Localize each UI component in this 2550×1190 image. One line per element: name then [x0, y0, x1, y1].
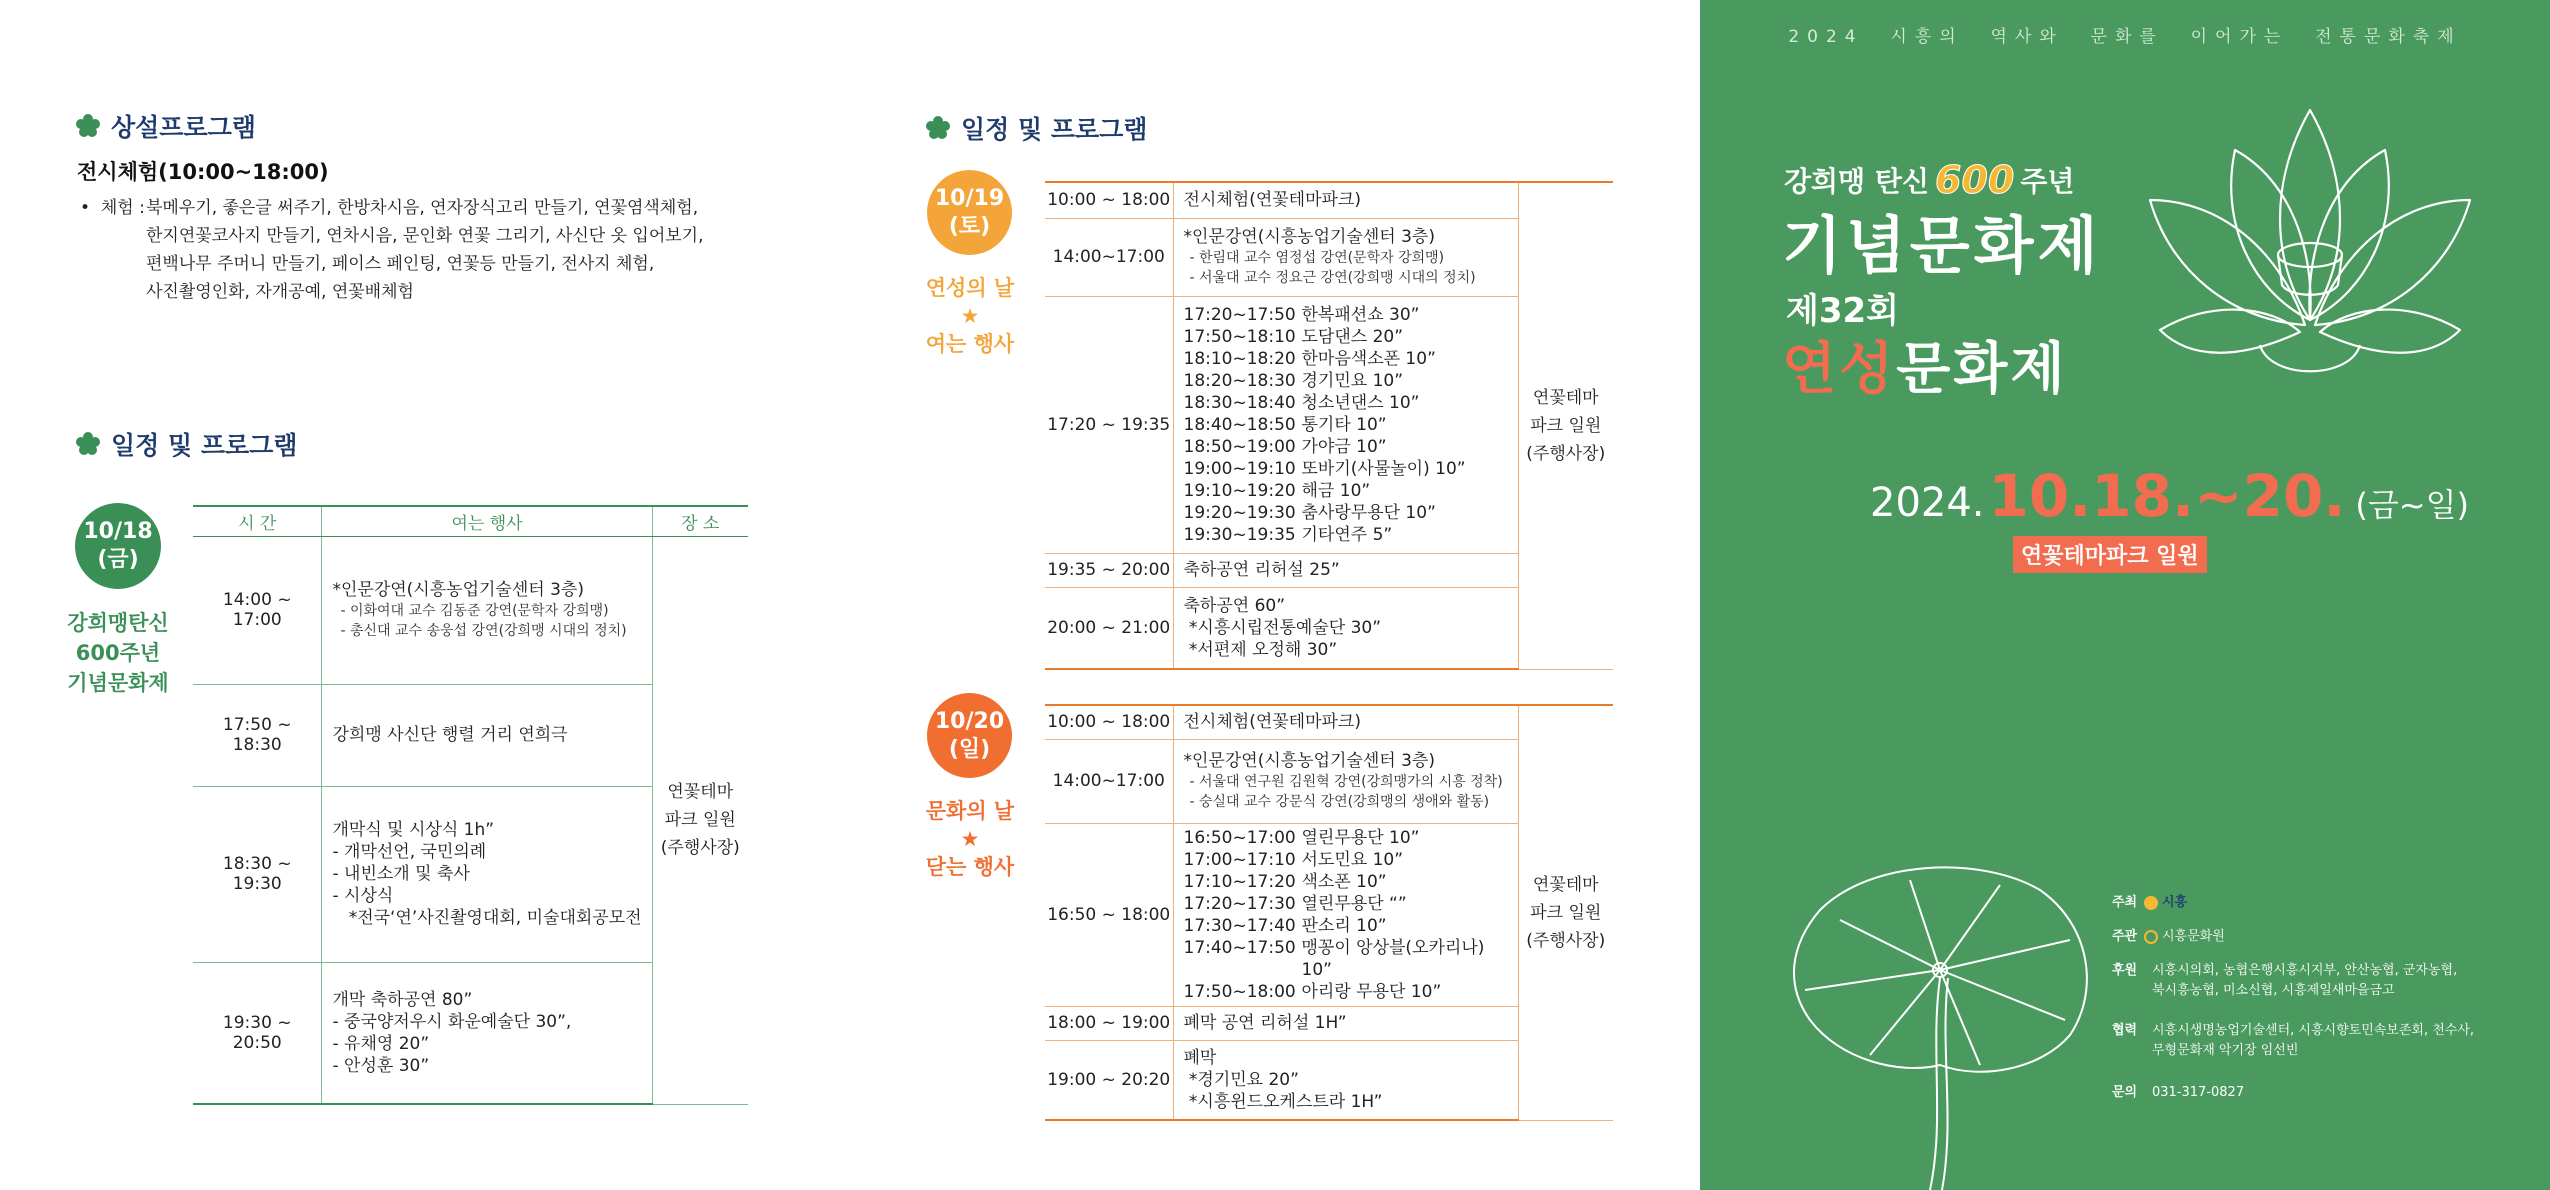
credit-row — [2112, 961, 2532, 1001]
place-line: 파크 일원 — [1530, 415, 1602, 436]
row-event: 전시체험(연꽃테마파크) — [1173, 705, 1518, 739]
performance-time: 17:10~17:20 — [1183, 871, 1296, 892]
event-line: 폐막 — [1183, 1047, 1217, 1068]
row-place — [1518, 182, 1613, 669]
lotus-leaf-illustration — [1780, 850, 2110, 1190]
place-line: 파크 일원 — [1530, 902, 1602, 923]
row-event: 폐막 공연 리허설 1H” — [1173, 1006, 1518, 1040]
festival-title-rest: 문화제 — [1896, 337, 2068, 402]
performance-time: 17:30~17:40 — [1183, 915, 1296, 936]
event-line: *시흥윈드오케스트라 1H” — [1183, 1091, 1383, 1112]
performance-list — [1184, 304, 1508, 546]
table-row — [1045, 182, 1613, 218]
row-time: 18:00 ~ 19:00 — [1045, 1006, 1173, 1040]
row-time: 14:00~17:00 — [1045, 218, 1173, 296]
experience-line: 한지연꽃코사지 만들기, 연차시음, 문인화 연꽃 그리기, 사신단 옷 입어보기, — [146, 226, 704, 246]
credits — [2112, 893, 2532, 1103]
event-date — [1870, 462, 2469, 530]
row-time: 14:00~17:00 — [1045, 739, 1173, 823]
date-badge-day: (토) — [948, 213, 991, 239]
credit-label: 후원 — [2112, 963, 2138, 978]
performance-time: 19:30~19:35 — [1183, 524, 1296, 545]
row-event: 강희맹 사신단 행렬 거리 연희극 — [322, 684, 652, 786]
middle-schedule-heading — [925, 110, 1147, 146]
row-place — [652, 536, 748, 1104]
event-detail: - 한림대 교수 염정섭 강연(문학자 강희맹) — [1189, 250, 1445, 266]
event-line: - 시상식 — [332, 886, 394, 906]
performance-name: 가야금 10” — [1301, 436, 1387, 457]
credit-value: 시흥문화원 — [2162, 929, 2225, 944]
side-label-line: 기념문화제 — [67, 671, 169, 695]
performance-name: 청소년댄스 10” — [1301, 392, 1420, 413]
schedule-heading-text: 일정 및 프로그램 — [111, 431, 298, 460]
performance-time: 19:00~19:10 — [1183, 458, 1296, 479]
performance-name: 한마음색소폰 10” — [1301, 348, 1436, 369]
schedule-heading — [75, 426, 297, 462]
event-detail: - 총신대 교수 송웅섭 강연(강희맹 시대의 정치) — [340, 623, 627, 639]
permanent-heading — [75, 108, 256, 144]
performance-name: 서도민요 10” — [1301, 849, 1404, 870]
festival-title-accent: 연성 — [1782, 337, 1897, 402]
event-line: *전국‘연’사진촬영대회, 미술대회공모전 — [332, 908, 642, 928]
performance-name: 기타연주 5” — [1301, 524, 1393, 545]
flower-icon — [75, 113, 101, 139]
row-time: 17:20 ~ 19:35 — [1045, 296, 1173, 553]
event-line: *인문강연(시흥농업기술센터 3층) — [332, 580, 584, 600]
row-event — [322, 786, 652, 962]
date-badge-1020 — [927, 693, 1012, 778]
main-title: 기념문화제 — [1782, 209, 2102, 282]
experience-line: 편백나무 주머니 만들기, 페이스 페인팅, 연꽃등 만들기, 전사지 체험, — [146, 254, 655, 274]
event-line: *시흥시립전통예술단 30” — [1183, 617, 1382, 638]
table-row — [193, 536, 748, 684]
row-event: 전시체험(연꽃테마파크) — [1173, 182, 1518, 218]
performance-time: 19:10~19:20 — [1183, 480, 1296, 501]
place-line: (주행사장) — [1526, 930, 1606, 951]
schedule-table-1018 — [193, 505, 748, 1105]
exhibition-title: 전시체험(10:00~18:00) — [77, 160, 329, 184]
performance-time: 18:50~19:00 — [1183, 436, 1296, 457]
performance-name: 통기타 10” — [1301, 414, 1387, 435]
credit-value: 시흥시생명농업기술센터, 시흥시향토민속보존회, 천수사, 무형문화재 악기장 임선빈 — [2152, 1023, 2475, 1058]
experience-line: 사진촬영인화, 자개공예, 연꽃배체험 — [146, 282, 414, 302]
date-range: 10.18.~20. — [1988, 462, 2346, 530]
credit-value: 시흥 — [2162, 895, 2188, 910]
row-time: 10:00 ~ 18:00 — [1045, 705, 1173, 739]
row-event: 축하공연 리허설 25” — [1173, 553, 1518, 587]
row-time: 16:50 ~ 18:00 — [1045, 823, 1173, 1006]
event-line: *인문강연(시흥농업기술센터 3층) — [1183, 227, 1435, 247]
place-line: 연꽃테마 — [1532, 874, 1599, 895]
side-label-line: 강희맹탄신 — [67, 611, 169, 635]
header-time: 시 간 — [193, 506, 322, 536]
place-line: 파크 일원 — [664, 810, 736, 830]
performance-name: 맹꽁이 앙상블(오카리나) 10” — [1301, 937, 1485, 980]
event-line: - 유채영 20” — [332, 1033, 430, 1054]
experience-line: 북메우기, 좋은글 써주기, 한방차시음, 연자장식고리 만들기, 연꽃염색체험, — [146, 198, 699, 218]
credit-row — [2112, 927, 2532, 947]
row-event — [1173, 218, 1518, 296]
row-time: 20:00 ~ 21:00 — [1045, 587, 1173, 669]
credit-label: 주최 — [2112, 895, 2138, 910]
side-label-line: 닫는 행사 — [925, 855, 1015, 879]
event-line: *서편제 오정해 30” — [1183, 639, 1338, 660]
cover-tagline: 2024 시흥의 역사와 문화를 이어가는 전통문화축제 — [1788, 27, 2462, 47]
date-badge-date: 10/18 — [83, 519, 153, 544]
place-line: (주행사장) — [660, 838, 740, 858]
side-label-line: 문화의 날 — [925, 799, 1015, 823]
anniversary-post: 주년 — [2020, 165, 2075, 198]
credit-value: 031-317-0827 — [2152, 1085, 2245, 1100]
side-label-1020 — [905, 797, 1035, 881]
row-event — [1173, 739, 1518, 823]
permanent-heading-text: 상설프로그램 — [111, 113, 256, 142]
place-line: (주행사장) — [1526, 443, 1606, 464]
credit-row — [2112, 1021, 2532, 1061]
row-event — [1173, 296, 1518, 553]
row-time: 14:00 ~ 17:00 — [193, 536, 322, 684]
side-label-1018 — [55, 608, 181, 698]
performance-name: 열린무용단 “” — [1301, 893, 1407, 914]
credit-label: 문의 — [2112, 1085, 2138, 1100]
event-line: *인문강연(시흥농업기술센터 3층) — [1183, 751, 1435, 771]
date-days: (금~일) — [2355, 486, 2469, 524]
event-line: 개막 축하공연 80” — [332, 989, 473, 1010]
performance-time: 18:10~18:20 — [1183, 348, 1296, 369]
date-badge-day: (금) — [97, 547, 139, 572]
anniversary-number: 600 — [1935, 158, 2015, 202]
performance-time: 18:30~18:40 — [1183, 392, 1296, 413]
performance-time: 18:40~18:50 — [1183, 414, 1296, 435]
experience-list — [80, 194, 740, 306]
row-time: 19:00 ~ 20:20 — [1045, 1040, 1173, 1120]
row-time: 10:00 ~ 18:00 — [1045, 182, 1173, 218]
event-line: 축하공연 60” — [1183, 595, 1286, 616]
performance-time: 19:20~19:30 — [1183, 502, 1296, 523]
event-line: - 내빈소개 및 축사 — [332, 864, 470, 884]
credit-label: 협력 — [2112, 1023, 2138, 1038]
performance-name: 도담댄스 20” — [1301, 326, 1404, 347]
performance-name: 한복패션쇼 30” — [1301, 304, 1420, 325]
performance-time: 17:40~17:50 — [1183, 937, 1296, 958]
side-label-line: 600주년 — [75, 641, 161, 665]
row-event — [1173, 823, 1518, 1006]
credit-row — [2112, 893, 2532, 913]
date-badge-date: 10/20 — [934, 708, 1005, 734]
flower-icon — [925, 115, 951, 141]
culture-center-logo-icon — [2144, 930, 2158, 944]
date-badge-day: (일) — [948, 736, 991, 762]
schedule-table-1019 — [1045, 181, 1613, 670]
performance-name: 경기민요 10” — [1301, 370, 1404, 391]
sponsor-logo-icon — [2144, 896, 2158, 910]
event-line: - 안성훈 30” — [332, 1055, 430, 1076]
performance-time: 18:20~18:30 — [1183, 370, 1296, 391]
side-label-line: 연성의 날 — [925, 276, 1015, 300]
performance-time: 17:00~17:10 — [1183, 849, 1296, 870]
date-badge-date: 10/19 — [934, 185, 1005, 211]
performance-time: 16:50~17:00 — [1183, 827, 1296, 848]
performance-name: 해금 10” — [1301, 480, 1371, 501]
date-badge-1018 — [75, 503, 161, 589]
side-label-line: 여는 행사 — [925, 332, 1015, 356]
lotus-flower-illustration — [2140, 70, 2480, 400]
side-label-line: ★ — [960, 304, 980, 328]
place-line: 연꽃테마 — [667, 782, 734, 802]
performance-name: 또바기(사물놀이) 10” — [1301, 458, 1466, 479]
edition-subtitle: 제32회 — [1786, 291, 1900, 331]
event-detail: - 이화여대 교수 김동준 강연(문학자 강희맹) — [340, 603, 609, 619]
schedule-table-1020 — [1045, 704, 1613, 1121]
place-line: 연꽃테마 — [1532, 387, 1599, 408]
event-detail: - 서울대 교수 정요근 강연(강희맹 시대의 정치) — [1189, 270, 1476, 286]
header-event: 여는 행사 — [322, 506, 652, 536]
row-time: 17:50 ~ 18:30 — [193, 684, 322, 786]
anniversary-pre: 강희맹 탄신 — [1784, 165, 1929, 198]
performance-name: 아리랑 무용단 10” — [1301, 981, 1442, 1002]
date-year: 2024. — [1870, 480, 1985, 526]
side-label-line: ★ — [960, 827, 980, 851]
performance-name: 판소리 10” — [1301, 915, 1387, 936]
row-place — [1518, 705, 1613, 1120]
performance-time: 17:20~17:50 — [1183, 304, 1296, 325]
performance-name: 춤사랑무용단 10” — [1301, 502, 1436, 523]
event-detail: - 서울대 연구원 김원혁 강연(강희맹가의 시흥 정착) — [1189, 774, 1503, 790]
performance-time: 17:20~17:30 — [1183, 893, 1296, 914]
table-row — [1045, 705, 1613, 739]
row-time: 18:30 ~ 19:30 — [193, 786, 322, 962]
row-event — [1173, 1040, 1518, 1120]
performance-name: 색소폰 10” — [1301, 871, 1387, 892]
performance-time: 17:50~18:10 — [1183, 326, 1296, 347]
event-detail: - 숭실대 교수 강문식 강연(강희맹의 생애와 활동) — [1189, 794, 1490, 810]
venue-badge: 연꽃테마파크 일원 — [2013, 536, 2207, 573]
performance-name: 열린무용단 10” — [1301, 827, 1420, 848]
event-line: - 개막선언, 국민의례 — [332, 842, 487, 862]
event-line: 개막식 및 시상식 1h” — [332, 820, 495, 840]
credit-value: 시흥시의회, 농협은행시흥시지부, 안산농협, 군자농협, 북시흥농협, 미소신협, 시흥제일새마을금고 — [2152, 963, 2458, 998]
row-event — [322, 962, 652, 1104]
row-time: 19:35 ~ 20:00 — [1045, 553, 1173, 587]
credit-label: 주관 — [2112, 929, 2138, 944]
performance-list — [1184, 827, 1508, 1003]
festival-title — [1782, 325, 2068, 405]
performance-time: 17:50~18:00 — [1183, 981, 1296, 1002]
row-event — [322, 536, 652, 684]
event-line: - 중국양저우시 화운예술단 30”, — [332, 1011, 572, 1032]
cover-panel — [1700, 0, 2550, 1190]
date-badge-1019 — [927, 170, 1012, 255]
credit-row — [2112, 1083, 2532, 1103]
row-time: 19:30 ~ 20:50 — [193, 962, 322, 1104]
event-line: *경기민요 20” — [1183, 1069, 1299, 1090]
experience-label: • 체험 : — [80, 198, 151, 218]
header-place: 장 소 — [652, 506, 748, 536]
middle-heading-text: 일정 및 프로그램 — [961, 115, 1148, 144]
side-label-1019 — [905, 274, 1035, 358]
row-event — [1173, 587, 1518, 669]
flower-icon — [75, 431, 101, 457]
